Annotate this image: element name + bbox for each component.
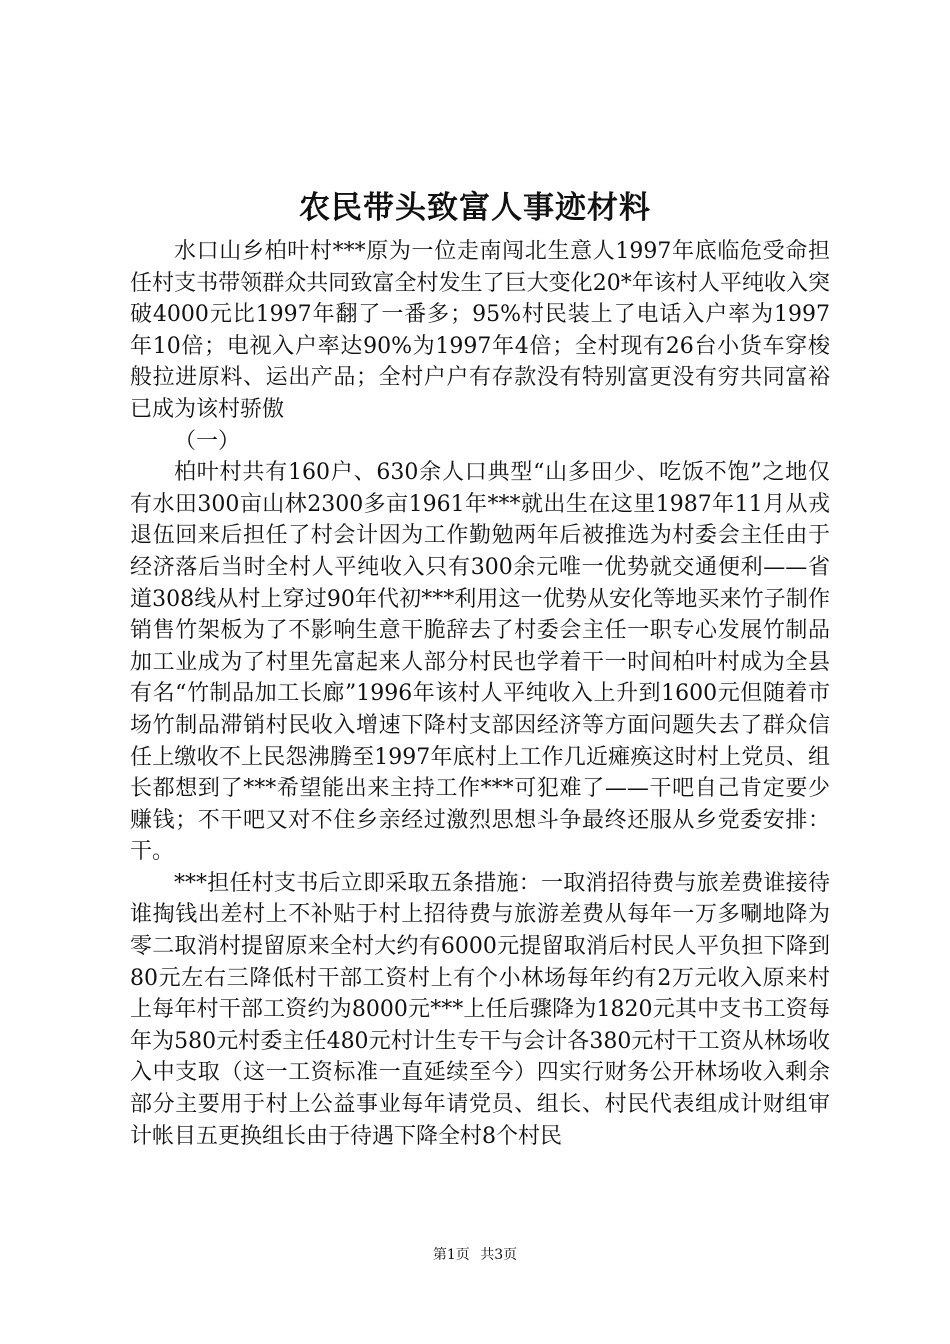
document-title: 农民带头致富人事迹材料 [299, 190, 651, 226]
paragraph-intro: 水口山乡柏叶村***原为一位走南闯北生意人1997年底临危受命担任村支书带领群众共同致富全村发生了巨大变化20*年该村人平纯收入突破4000元比1997年翻了一番多；95%村民装上了电话入户率为1997年10倍；电视入户率达90%为1997年4倍；全村现有26台小货车穿梭般拉进原料、运出产品；全村户户有存款没有特别富更没有穷共同富裕已成为该村骄傲 [130, 239, 830, 422]
page-total: 共3页 [480, 1247, 518, 1263]
document-body [130, 236, 830, 1152]
paragraph-measures: ***担任村支书后立即采取五条措施：一取消招待费与旅差费谁接待谁掏钱出差村上不补贴于村上招待费与旅游差费从每年一万多唰地降为零二取消村提留原来全村大约有6000元提留取消后村民人平负担下降到80元左右三降低村干部工资村上有个小林场每年约有2万元收入原来村上每年村干部工资约为8000元***上任后骤降为1820元其中支书工资每年为580元村委主任480元村计生专干与会计各380元村干工资从林场收入中支取（这一工资标准一直延续至今）四实行财务公开林场收入剩余部分主要用于村上公益事业每年请党员、组长、村民代表组成计财组审计帐目五更换组长由于待遇下降全村8个村民 [130, 870, 830, 1149]
paragraph-background: 柏叶村共有160户、630余人口典型“山多田少、吃饭不饱”之地仅有水田300亩山林2300多亩1961年***就出生在这里1987年11月从戎退伍回来后担任了村会计因为工作勤勉两年后被推选为村委会主任由于经济落后当时全村人平纯收入只有300余元唯一优势就交通便利——省道308线从村上穿过90年代初***利用这一优势从安化等地买来竹子制作销售竹架板为了不影响生意干脆辞去了村委会主任一职专心发展竹制品加工业成为了村里先富起来人部分村民也学着干一时间柏叶村成为全县有名“竹制品加工长廊”1996年该村人平纯收入上升到1600元但随着市场竹制品滞销村民收入增速下降村支部因经济等方面问题失去了群众信任上缴收不上民怨沸腾至1997年底村上工作几近瘫痪这时村上党员、组长都想到了***希望能出来主持工作***可犯难了——干吧自己肯定要少赚钱；不干吧又对不住乡亲经过激烈思想斗争最终还服从乡党委安排：干。 [130, 460, 830, 865]
section-heading: （一） [174, 428, 241, 454]
page-number: 第1页 [432, 1247, 470, 1263]
page-footer [0, 1245, 950, 1265]
